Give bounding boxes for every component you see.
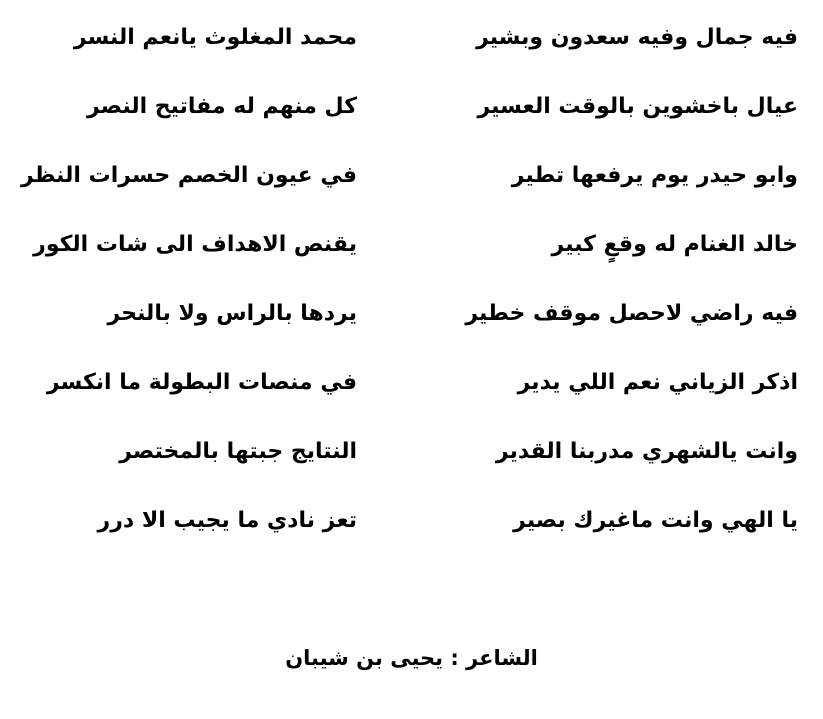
verse-8-second-hemistich: تعز نادي ما يجيب الا درر <box>97 508 357 533</box>
verse-4-first-hemistich: خالد الغنام له وقعٍ كبير <box>551 232 798 257</box>
verse-5-first-hemistich: فيه راضي لاحصل موقف خطير <box>465 301 798 326</box>
verse-2-first-hemistich: عيال باخشوين بالوقت العسير <box>477 94 798 119</box>
verse-7-first-hemistich: وانت يالشهري مدربنا القدير <box>495 439 798 464</box>
verse-7-second-hemistich: النتايج جبتها بالمختصر <box>119 439 357 464</box>
verse-5-second-hemistich: يردها بالراس ولا بالنحر <box>107 301 357 326</box>
verse-8-first-hemistich: يا الهي وانت ماغيرك بصير <box>513 508 798 533</box>
verse-4-second-hemistich: يقنص الاهداف الى شات الكور <box>33 232 357 257</box>
verse-3-first-hemistich: وابو حيدر يوم يرفعها تطير <box>511 163 798 188</box>
verse-3-second-hemistich: في عيون الخصم حسرات النظر <box>21 163 357 188</box>
verse-6-second-hemistich: في منصات البطولة ما انكسر <box>46 370 357 395</box>
verse-6-first-hemistich: اذكر الزياني نعم اللي يدير <box>517 370 798 395</box>
verse-1-second-hemistich: محمد المغلوث يانعم النسر <box>73 25 357 50</box>
verse-1-first-hemistich: فيه جمال وفيه سعدون وبشير <box>476 25 798 50</box>
poet-credit: الشاعر : يحيى بن شيبان <box>285 646 538 670</box>
verse-2-second-hemistich: كل منهم له مفاتيح النصر <box>86 94 357 119</box>
